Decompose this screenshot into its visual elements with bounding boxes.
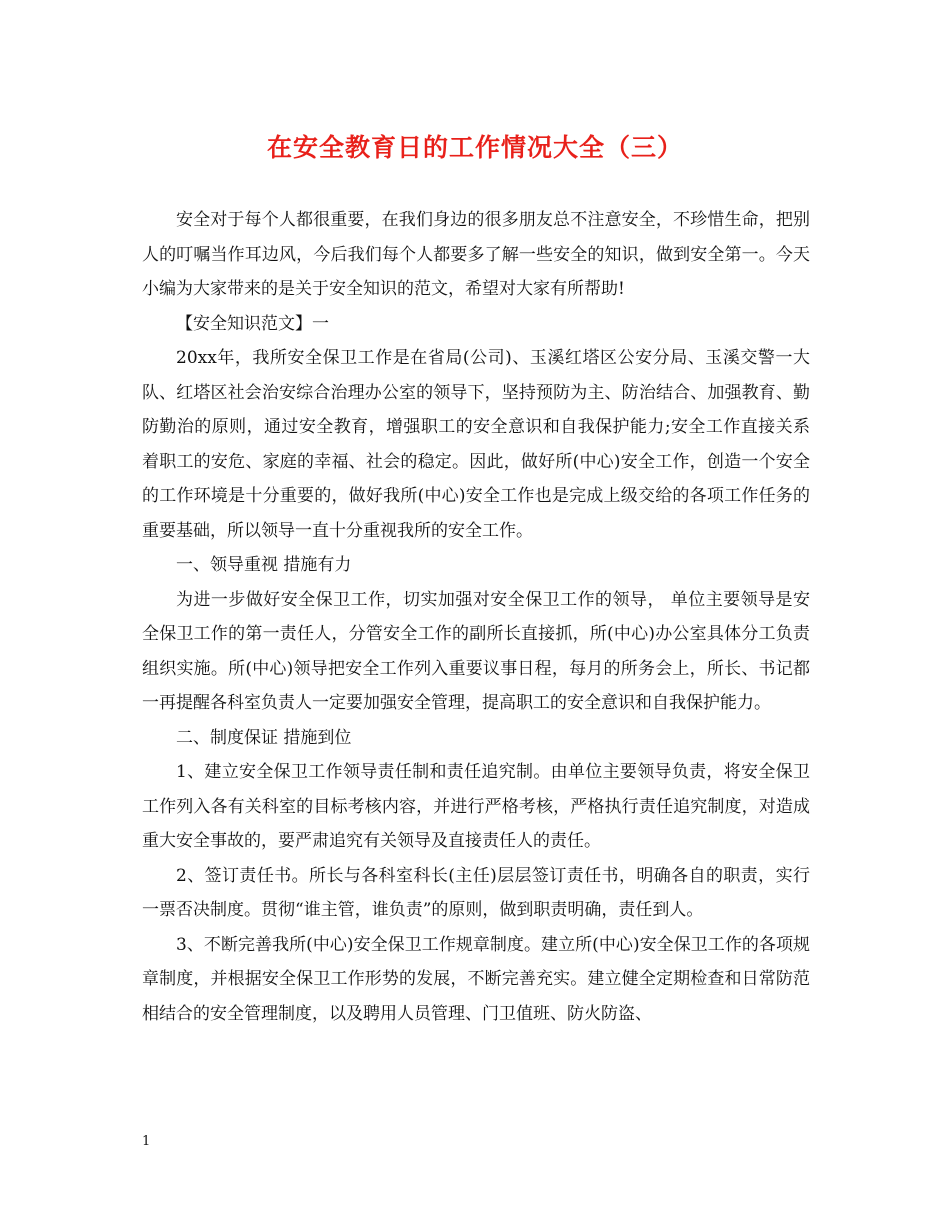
page-number: 1 — [142, 1134, 151, 1149]
document-title: 在安全教育日的工作情况大全（三） — [266, 133, 683, 162]
paragraph-overview: 20xx年，我所安全保卫工作是在省局(公司)、玉溪红塔区公安分局、玉溪交警一大队、红塔区社会治安综合治理办公室的领导下，坚持预防为主、防治结合、加强教育、勤防勤治的原则，通过安全教育，增强职工的安全意识和自我保护能力;安全工作直接关系着职工的安危、家庭的幸福、社会的稳定。因此，做好所(中心)安全工作，创造一个安全的工作环境是十分重要的，做好我所(中心)安全工作也是完成上级交给的各项工作任务的重要基础，所以领导一直十分重视我所的安全工作。 — [142, 348, 810, 541]
paragraph-item-1: 1、建立安全保卫工作领导责任制和责任追究制。由单位主要领导负责，将安全保卫工作列入各有关科室的目标考核内容，并进行严格考核，严格执行责任追究制度，对造成重大安全事故的，要严肃追究有关领导及直接责任人的责任。 — [142, 762, 810, 851]
section-heading-leadership: 一、领导重视 措施有力 — [176, 555, 352, 575]
paragraph-item-2: 2、签订责任书。所长与各科室科长(主任)层层签订责任书，明确各自的职责，实行一票否决制度。贯彻“谁主管，谁负责”的原则，做到职责明确，责任到人。 — [142, 865, 810, 920]
section-heading-sample: 【安全知识范文】一 — [176, 313, 329, 334]
paragraph-intro: 安全对于每个人都很重要，在我们身边的很多朋友总不注意安全，不珍惜生命，把别人的叮嘱当作耳边风，今后我们每个人都要多了解一些安全的知识，做到安全第一。今天小编为大家带来的是关于安全知识的范文，希望对大家有所帮助! — [142, 210, 810, 299]
paragraph-item-3: 3、不断完善我所(中心)安全保卫工作规章制度。建立所(中心)安全保卫工作的各项规章制度，并根据安全保卫工作形势的发展，不断完善充实。建立健全定期检查和日常防范相结合的安全管理制度，以及聘用人员管理、门卫值班、防火防盗、 — [142, 934, 810, 1024]
section-heading-system: 二、制度保证 措施到位 — [176, 727, 352, 748]
document-body — [142, 203, 810, 1031]
paragraph-leadership: 为进一步做好安全保卫工作，切实加强对安全保卫工作的领导， 单位主要领导是安全保卫工作的第一责任人，分管安全工作的副所长直接抓，所(中心)办公室具体分工负责组织实施。所(中心)领导把安全工作列入重要议事日程，每月的所务会上，所长、书记都一再提醒各科室负责人一定要加强安全管理，提高职工的安全意识和自我保护能力。 — [142, 589, 810, 713]
